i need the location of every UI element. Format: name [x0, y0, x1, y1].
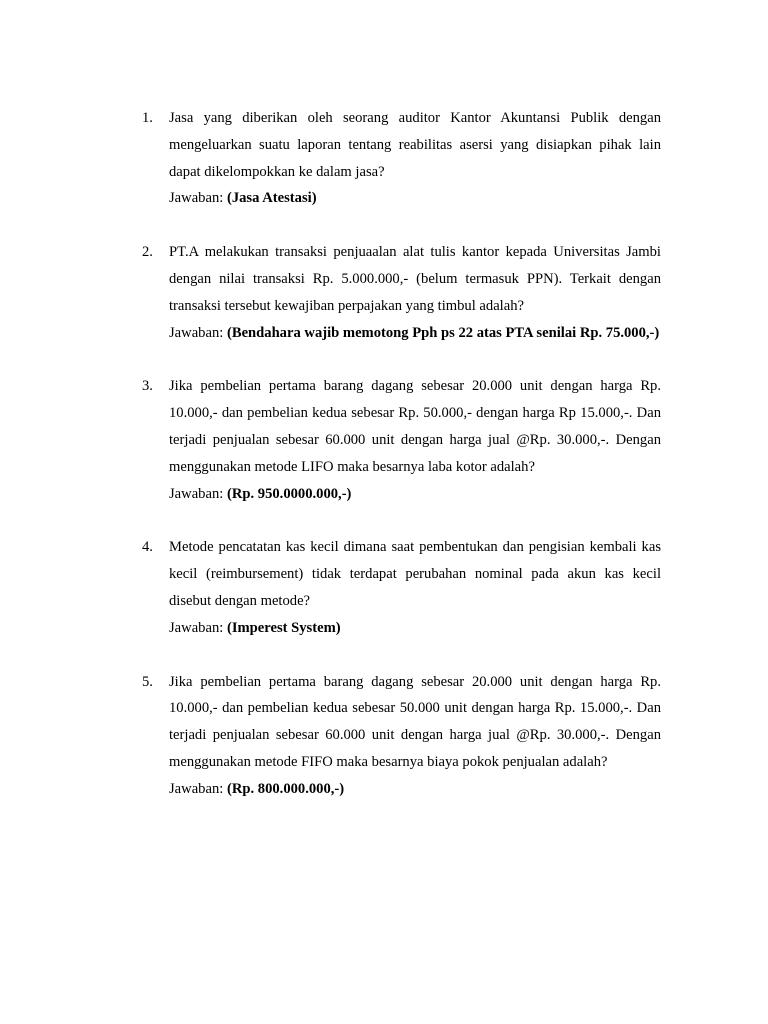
question-item-4 [142, 534, 661, 641]
question-item-1 [142, 105, 661, 212]
question-number: 4. [142, 539, 153, 556]
answer-value: (Bendahara wajib memotong Pph ps 22 atas PTA senilai Rp. 75.000,-) [226, 324, 660, 341]
question-text: Metode pencatatan kas kecil dimana saat pembentukan dan pengisian kembali kas kecil (reimbursement) tidak terdapat perubahan nominal pada akun kas kecil disebut dengan metode? [169, 539, 661, 609]
answer-label: Jawaban: [169, 780, 224, 797]
answer-line [169, 776, 661, 803]
answer-value: (Rp. 800.000.000,-) [226, 780, 345, 797]
question-text: Jika pembelian pertama barang dagang sebesar 20.000 unit dengan harga Rp. 10.000,- dan pembelian kedua sebesar Rp. 50.000,- dengan harga Rp 15.000,-. Dan terjadi penjualan sebesar 60.000 unit dengan harga jual @Rp. 30.000,-. Dengan menggunakan metode LIFO maka besarnya laba kotor adalah? [169, 378, 661, 475]
answer-label: Jawaban: [169, 485, 224, 502]
question-text: Jika pembelian pertama barang dagang sebesar 20.000 unit dengan harga Rp. 10.000,- dan pembelian kedua sebesar 50.000 unit dengan harga Rp. 15.000,-. Dan terjadi penjualan sebesar 60.000 unit dengan harga jual @Rp. 30.000,-. Dengan menggunakan metode FIFO maka besarnya biaya pokok penjualan adalah? [169, 673, 661, 770]
answer-label: Jawaban: [169, 190, 224, 207]
answer-line [169, 481, 661, 508]
answer-label: Jawaban: [169, 619, 224, 636]
question-number: 3. [142, 378, 153, 395]
question-text: PT.A melakukan transaksi penjuaalan alat tulis kantor kepada Universitas Jambi dengan nilai transaksi Rp. 5.000.000,- (belum termasuk PPN). Terkait dengan transaksi tersebut kewajiban perpajakan yang timbul adalah? [169, 244, 661, 314]
question-number: 5. [142, 673, 153, 690]
answer-value: (Jasa Atestasi) [226, 190, 317, 207]
question-number: 1. [142, 110, 153, 126]
answer-line [169, 320, 661, 347]
question-list [142, 105, 661, 830]
question-text: Jasa yang diberikan oleh seorang auditor Kantor Akuntansi Publik dengan mengeluarkan suatu laporan tentang reabilitas asersi yang disiapkan pihak lain dapat dikelompokkan ke dalam jasa? [169, 110, 661, 180]
question-item-2 [142, 239, 661, 346]
question-number: 2. [142, 244, 153, 261]
answer-value: (Rp. 950.0000.000,-) [226, 485, 352, 502]
answer-value: (Imperest System) [226, 619, 341, 636]
question-item-3 [142, 373, 661, 507]
answer-label: Jawaban: [169, 324, 224, 341]
answer-line [169, 615, 661, 642]
answer-line [169, 185, 661, 212]
question-item-5 [142, 669, 661, 803]
